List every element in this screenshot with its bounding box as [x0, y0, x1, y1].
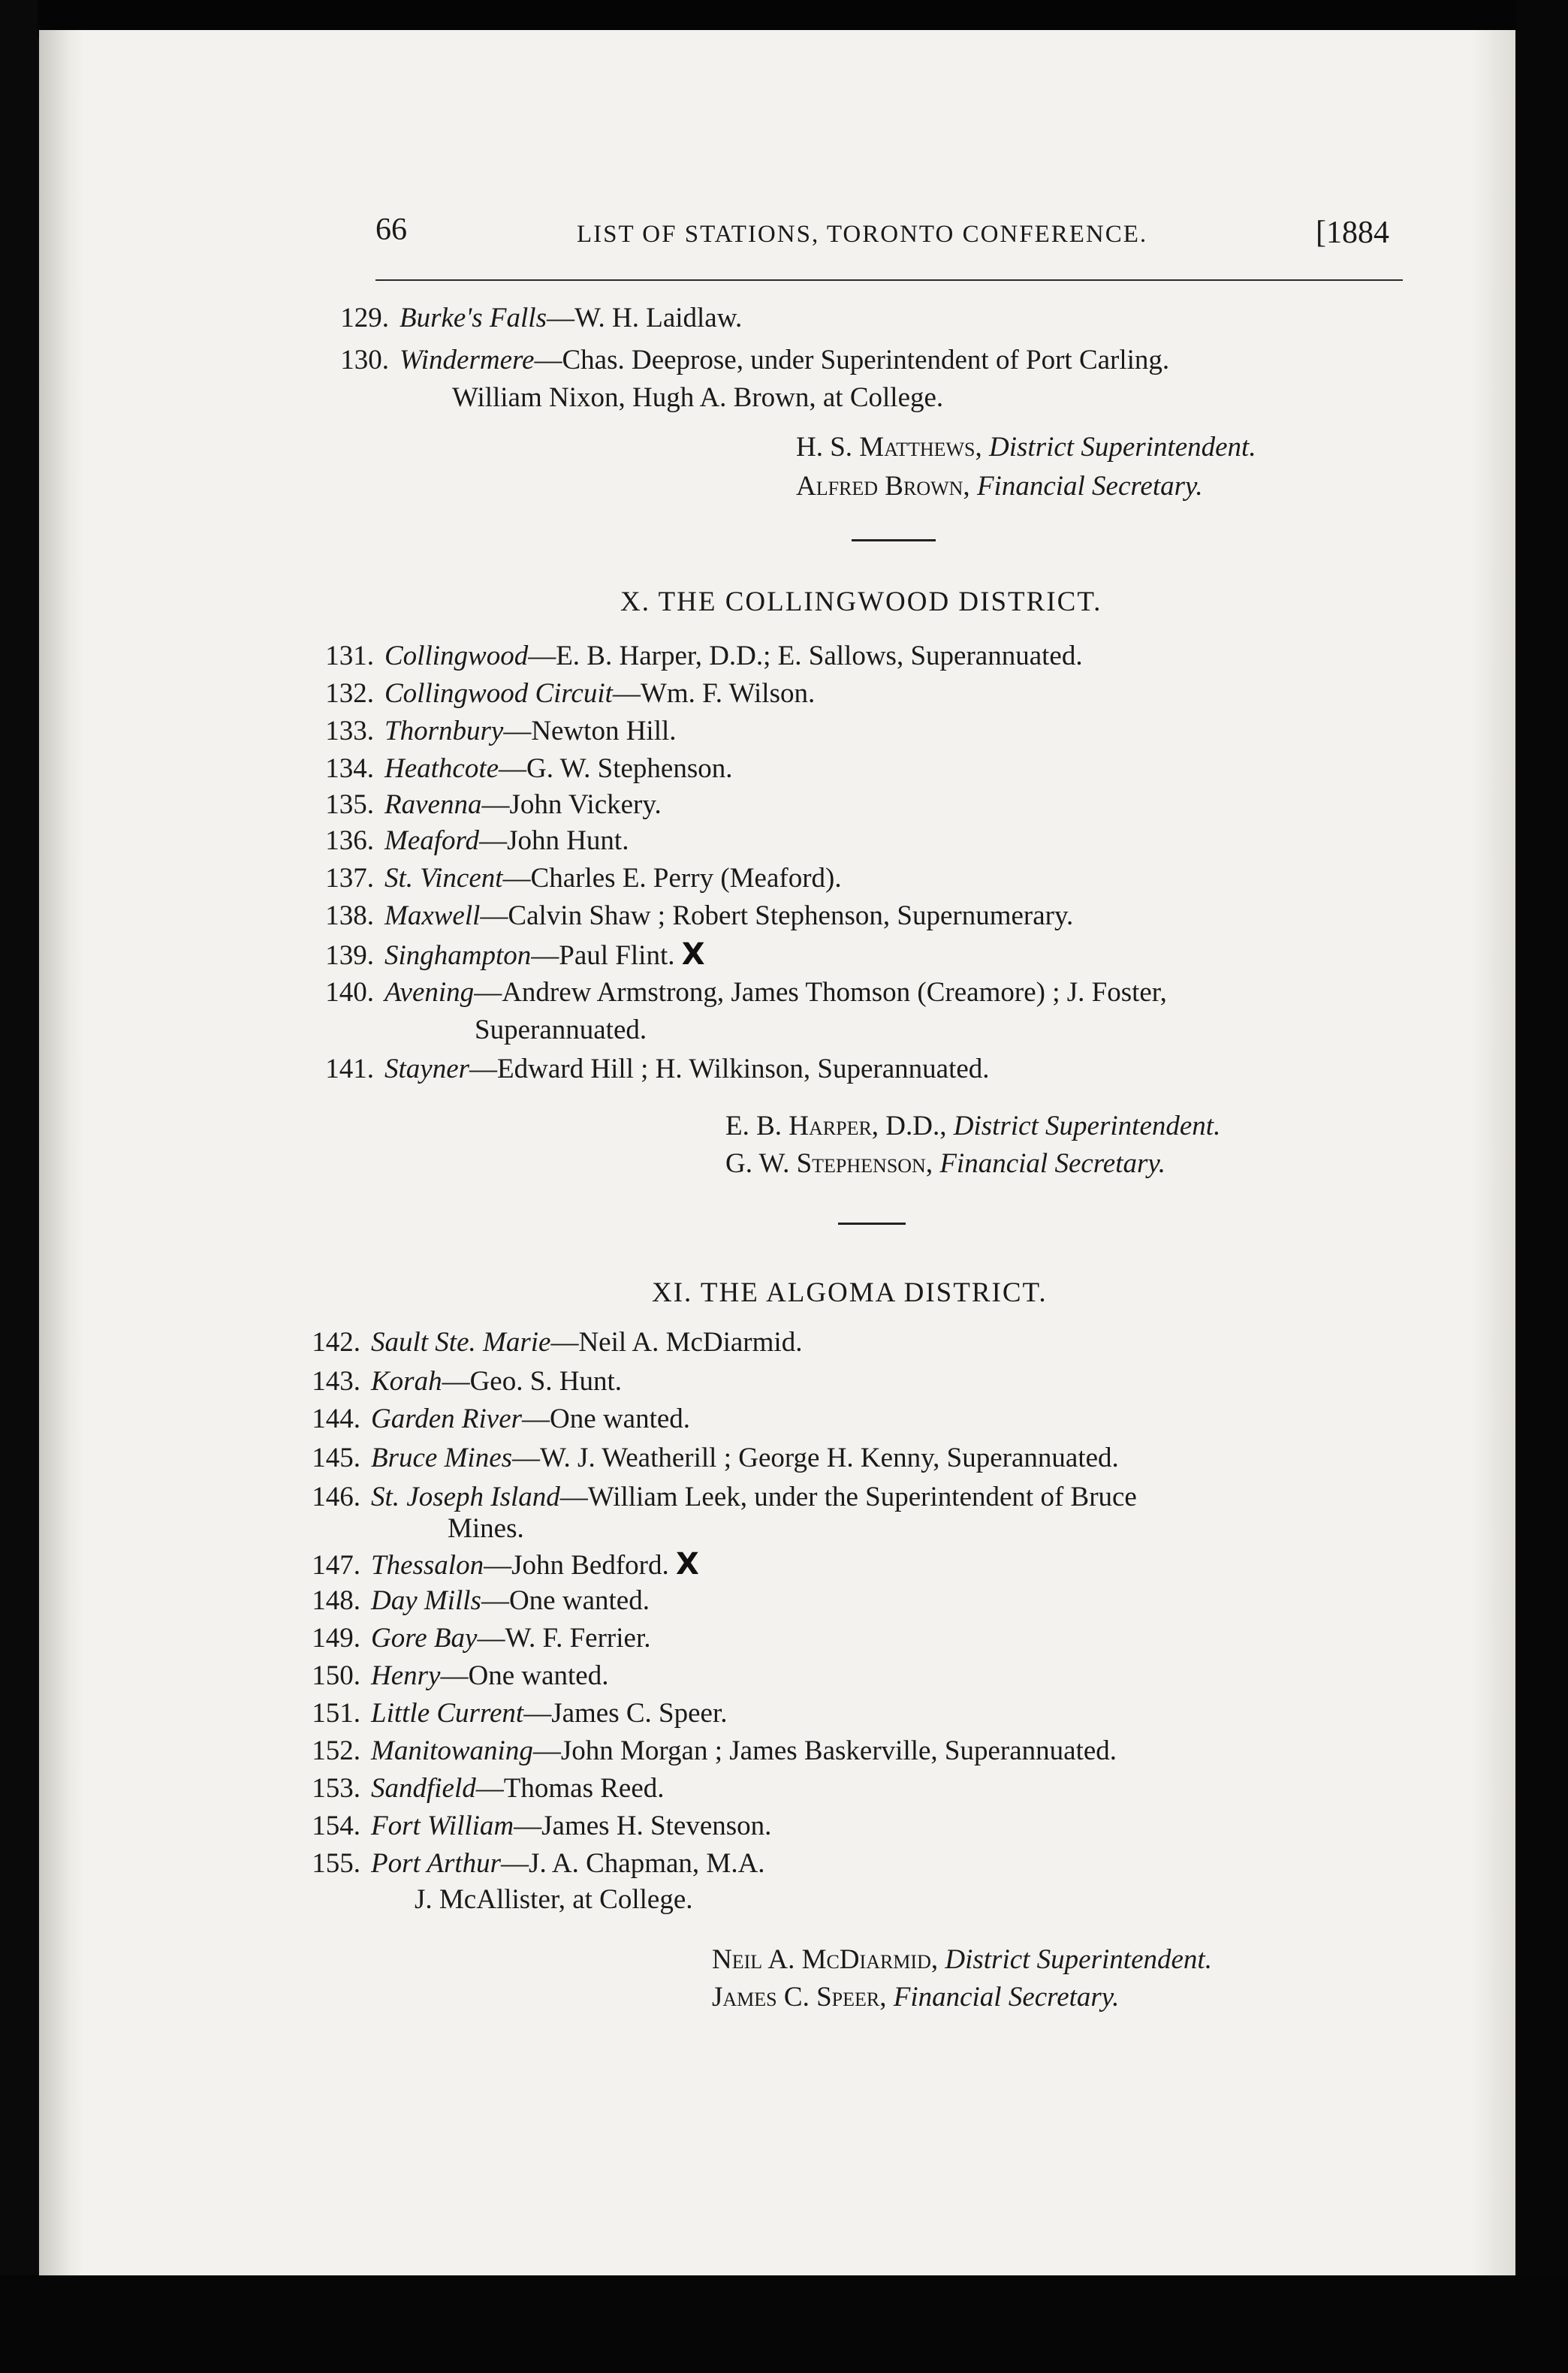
station-number: 153. — [312, 1773, 360, 1804]
station-place: Collingwood — [384, 641, 529, 671]
signature-line — [725, 1147, 1165, 1180]
station-entry — [285, 1547, 699, 1581]
station-entry — [285, 1810, 771, 1842]
station-text: —One wanted. — [481, 1585, 650, 1616]
station-place: Port Arthur — [371, 1848, 502, 1879]
station-text: —Wm. F. Wilson. — [612, 678, 816, 709]
station-text: —John Vickery. — [481, 789, 662, 820]
station-place: Avening — [384, 977, 475, 1008]
scan-border-right — [1515, 0, 1568, 2373]
station-number: 139. — [325, 940, 374, 971]
station-number: 138. — [325, 900, 374, 931]
station-place: Little Current — [371, 1698, 524, 1729]
station-text: —John Bedford. — [484, 1550, 669, 1581]
signatory-name: E. B. Harper, D.D., — [725, 1111, 947, 1141]
station-entry — [299, 862, 842, 894]
station-number: 137. — [325, 863, 374, 894]
station-text: —J. A. Chapman, M.A. — [501, 1848, 765, 1879]
station-entry — [285, 1772, 665, 1805]
entry-continuation: J. McAllister, at College. — [415, 1884, 693, 1915]
signatory-role: District Superintendent. — [953, 1111, 1221, 1141]
station-place: Thessalon — [371, 1550, 484, 1581]
station-entry — [285, 1442, 1119, 1474]
station-entry — [299, 752, 732, 785]
station-place: Bruce Mines — [371, 1443, 513, 1473]
entry-continuation: Superannuated. — [475, 1015, 647, 1045]
station-entry — [285, 1365, 622, 1398]
running-title: LIST OF STATIONS, TORONTO CONFERENCE. — [577, 221, 1148, 248]
section-divider — [852, 539, 936, 541]
signature-line — [712, 1981, 1119, 2013]
station-place: Ravenna — [384, 789, 482, 820]
station-place: Gore Bay — [371, 1623, 478, 1654]
station-text: —G. W. Stephenson. — [499, 753, 733, 784]
station-text: —Newton Hill. — [503, 716, 677, 746]
station-place: Fort William — [371, 1811, 514, 1841]
station-place: Maxwell — [384, 900, 481, 931]
station-entry — [285, 1622, 650, 1654]
year-marker: [1884 — [1316, 216, 1389, 250]
station-text: —William Leek, under the Superintendent of Bruce — [559, 1482, 1137, 1512]
station-place: Burke's Falls — [400, 303, 547, 333]
station-place: Day Mills — [371, 1585, 481, 1616]
page-edge-shadow — [1472, 30, 1515, 2283]
signatory-name: H. S. Matthews, — [796, 432, 982, 463]
station-place: Sandfield — [371, 1773, 476, 1804]
station-number: 134. — [325, 753, 374, 784]
signature-line — [712, 1943, 1212, 1976]
station-entry — [299, 715, 677, 747]
station-text: —Chas. Deeprose, under Superintendent of Port Carling. — [534, 345, 1170, 375]
station-entry — [299, 937, 705, 972]
signature-line — [725, 1110, 1220, 1142]
station-entry — [314, 344, 1169, 376]
signatory-name: G. W. Stephenson, — [725, 1148, 933, 1179]
signatory-name: James C. Speer, — [712, 1982, 887, 2013]
signatory-name: Alfred Brown, — [796, 471, 970, 502]
signatory-role: Financial Secretary. — [939, 1148, 1166, 1179]
station-entry — [285, 1585, 650, 1617]
station-place: Stayner — [384, 1054, 470, 1084]
station-text: —W. H. Laidlaw. — [546, 303, 743, 333]
station-number: 132. — [325, 678, 374, 709]
section-heading: X. THE COLLINGWOOD DISTRICT. — [620, 586, 1102, 617]
station-entry — [299, 900, 1073, 932]
station-place: Windermere — [400, 345, 535, 375]
station-number: 133. — [325, 716, 374, 746]
scan-border-bottom — [0, 2275, 1568, 2373]
section-divider — [838, 1223, 906, 1225]
station-text: —John Hunt. — [479, 825, 629, 856]
station-place: Manitowaning — [371, 1735, 533, 1766]
station-text: —Geo. S. Hunt. — [442, 1366, 623, 1397]
station-place: Meaford — [384, 825, 480, 856]
station-text: —W. J. Weatherill ; George H. Kenny, Superannuated. — [512, 1443, 1119, 1473]
station-number: 143. — [312, 1366, 360, 1397]
station-place: Heathcote — [384, 753, 499, 784]
station-entry — [299, 788, 662, 821]
station-entry — [314, 302, 742, 334]
station-text: —Thomas Reed. — [475, 1773, 665, 1804]
station-entry — [285, 1326, 802, 1358]
station-place: Singhampton — [384, 940, 532, 971]
station-entry — [285, 1660, 608, 1692]
station-number: 136. — [325, 825, 374, 856]
page-gutter-shadow — [39, 30, 84, 2283]
station-number: 155. — [312, 1848, 360, 1879]
station-place: Collingwood Circuit — [384, 678, 613, 709]
station-number: 140. — [325, 977, 374, 1008]
station-text: —Andrew Armstrong, James Thomson (Creamore) ; J. Foster, — [474, 977, 1167, 1008]
handwritten-x-mark: X — [681, 937, 705, 972]
station-number: 154. — [312, 1811, 360, 1841]
signatory-name: Neil A. McDiarmid, — [712, 1944, 939, 1975]
station-text: —One wanted. — [522, 1404, 691, 1434]
station-number: 146. — [312, 1482, 360, 1512]
station-place: Henry — [371, 1660, 441, 1691]
station-number: 131. — [325, 641, 374, 671]
station-number: 149. — [312, 1623, 360, 1654]
scan-border-left — [0, 0, 38, 2373]
station-number: 148. — [312, 1585, 360, 1616]
station-entry — [285, 1403, 690, 1435]
station-text: —One wanted. — [440, 1660, 609, 1691]
station-place: Thornbury — [384, 716, 504, 746]
station-place: St. Joseph Island — [371, 1482, 560, 1512]
station-number: 129. — [340, 303, 389, 333]
station-entry — [299, 1053, 990, 1085]
station-entry — [299, 976, 1167, 1009]
station-number: 135. — [325, 789, 374, 820]
station-entry — [285, 1697, 728, 1729]
entry-continuation: William Nixon, Hugh A. Brown, at College. — [452, 382, 944, 413]
station-place: Sault Ste. Marie — [371, 1327, 551, 1358]
station-number: 130. — [340, 345, 389, 375]
signatory-role: Financial Secretary. — [893, 1982, 1120, 2013]
station-number: 141. — [325, 1054, 374, 1084]
entry-continuation: Mines. — [448, 1513, 524, 1544]
station-number: 151. — [312, 1698, 360, 1729]
signature-line — [796, 470, 1203, 502]
station-text: —E. B. Harper, D.D.; E. Sallows, Superannuated. — [528, 641, 1083, 671]
station-text: —Charles E. Perry (Meaford). — [502, 863, 842, 894]
station-entry — [299, 640, 1083, 672]
station-text: —Edward Hill ; H. Wilkinson, Superannuated. — [469, 1054, 990, 1084]
header-rule — [375, 279, 1403, 281]
station-place: Garden River — [371, 1404, 523, 1434]
station-entry — [285, 1481, 1137, 1513]
signatory-role: District Superintendent. — [989, 432, 1256, 463]
station-text: —James H. Stevenson. — [514, 1811, 772, 1841]
station-number: 150. — [312, 1660, 360, 1691]
station-place: St. Vincent — [384, 863, 503, 894]
section-heading: XI. THE ALGOMA DISTRICT. — [652, 1277, 1048, 1308]
station-text: —Calvin Shaw ; Robert Stephenson, Supernumerary. — [480, 900, 1074, 931]
station-entry — [285, 1735, 1117, 1767]
page-number: 66 — [375, 213, 407, 247]
station-entry — [299, 825, 629, 857]
station-text: —Neil A. McDiarmid. — [550, 1327, 803, 1358]
signatory-role: Financial Secretary. — [976, 471, 1203, 502]
station-number: 142. — [312, 1327, 360, 1358]
station-entry — [285, 1847, 765, 1880]
station-number: 152. — [312, 1735, 360, 1766]
running-header — [375, 212, 1427, 257]
station-text: —John Morgan ; James Baskerville, Superannuated. — [532, 1735, 1117, 1766]
signature-line — [796, 431, 1256, 463]
station-place: Korah — [371, 1366, 442, 1397]
station-number: 147. — [312, 1550, 360, 1581]
station-text: —Paul Flint. — [531, 940, 675, 971]
handwritten-x-mark: X — [675, 1547, 699, 1581]
station-number: 144. — [312, 1404, 360, 1434]
station-text: —James C. Speer. — [523, 1698, 728, 1729]
station-number: 145. — [312, 1443, 360, 1473]
station-text: —W. F. Ferrier. — [477, 1623, 651, 1654]
signatory-role: District Superintendent. — [945, 1944, 1212, 1975]
station-entry — [299, 677, 815, 710]
